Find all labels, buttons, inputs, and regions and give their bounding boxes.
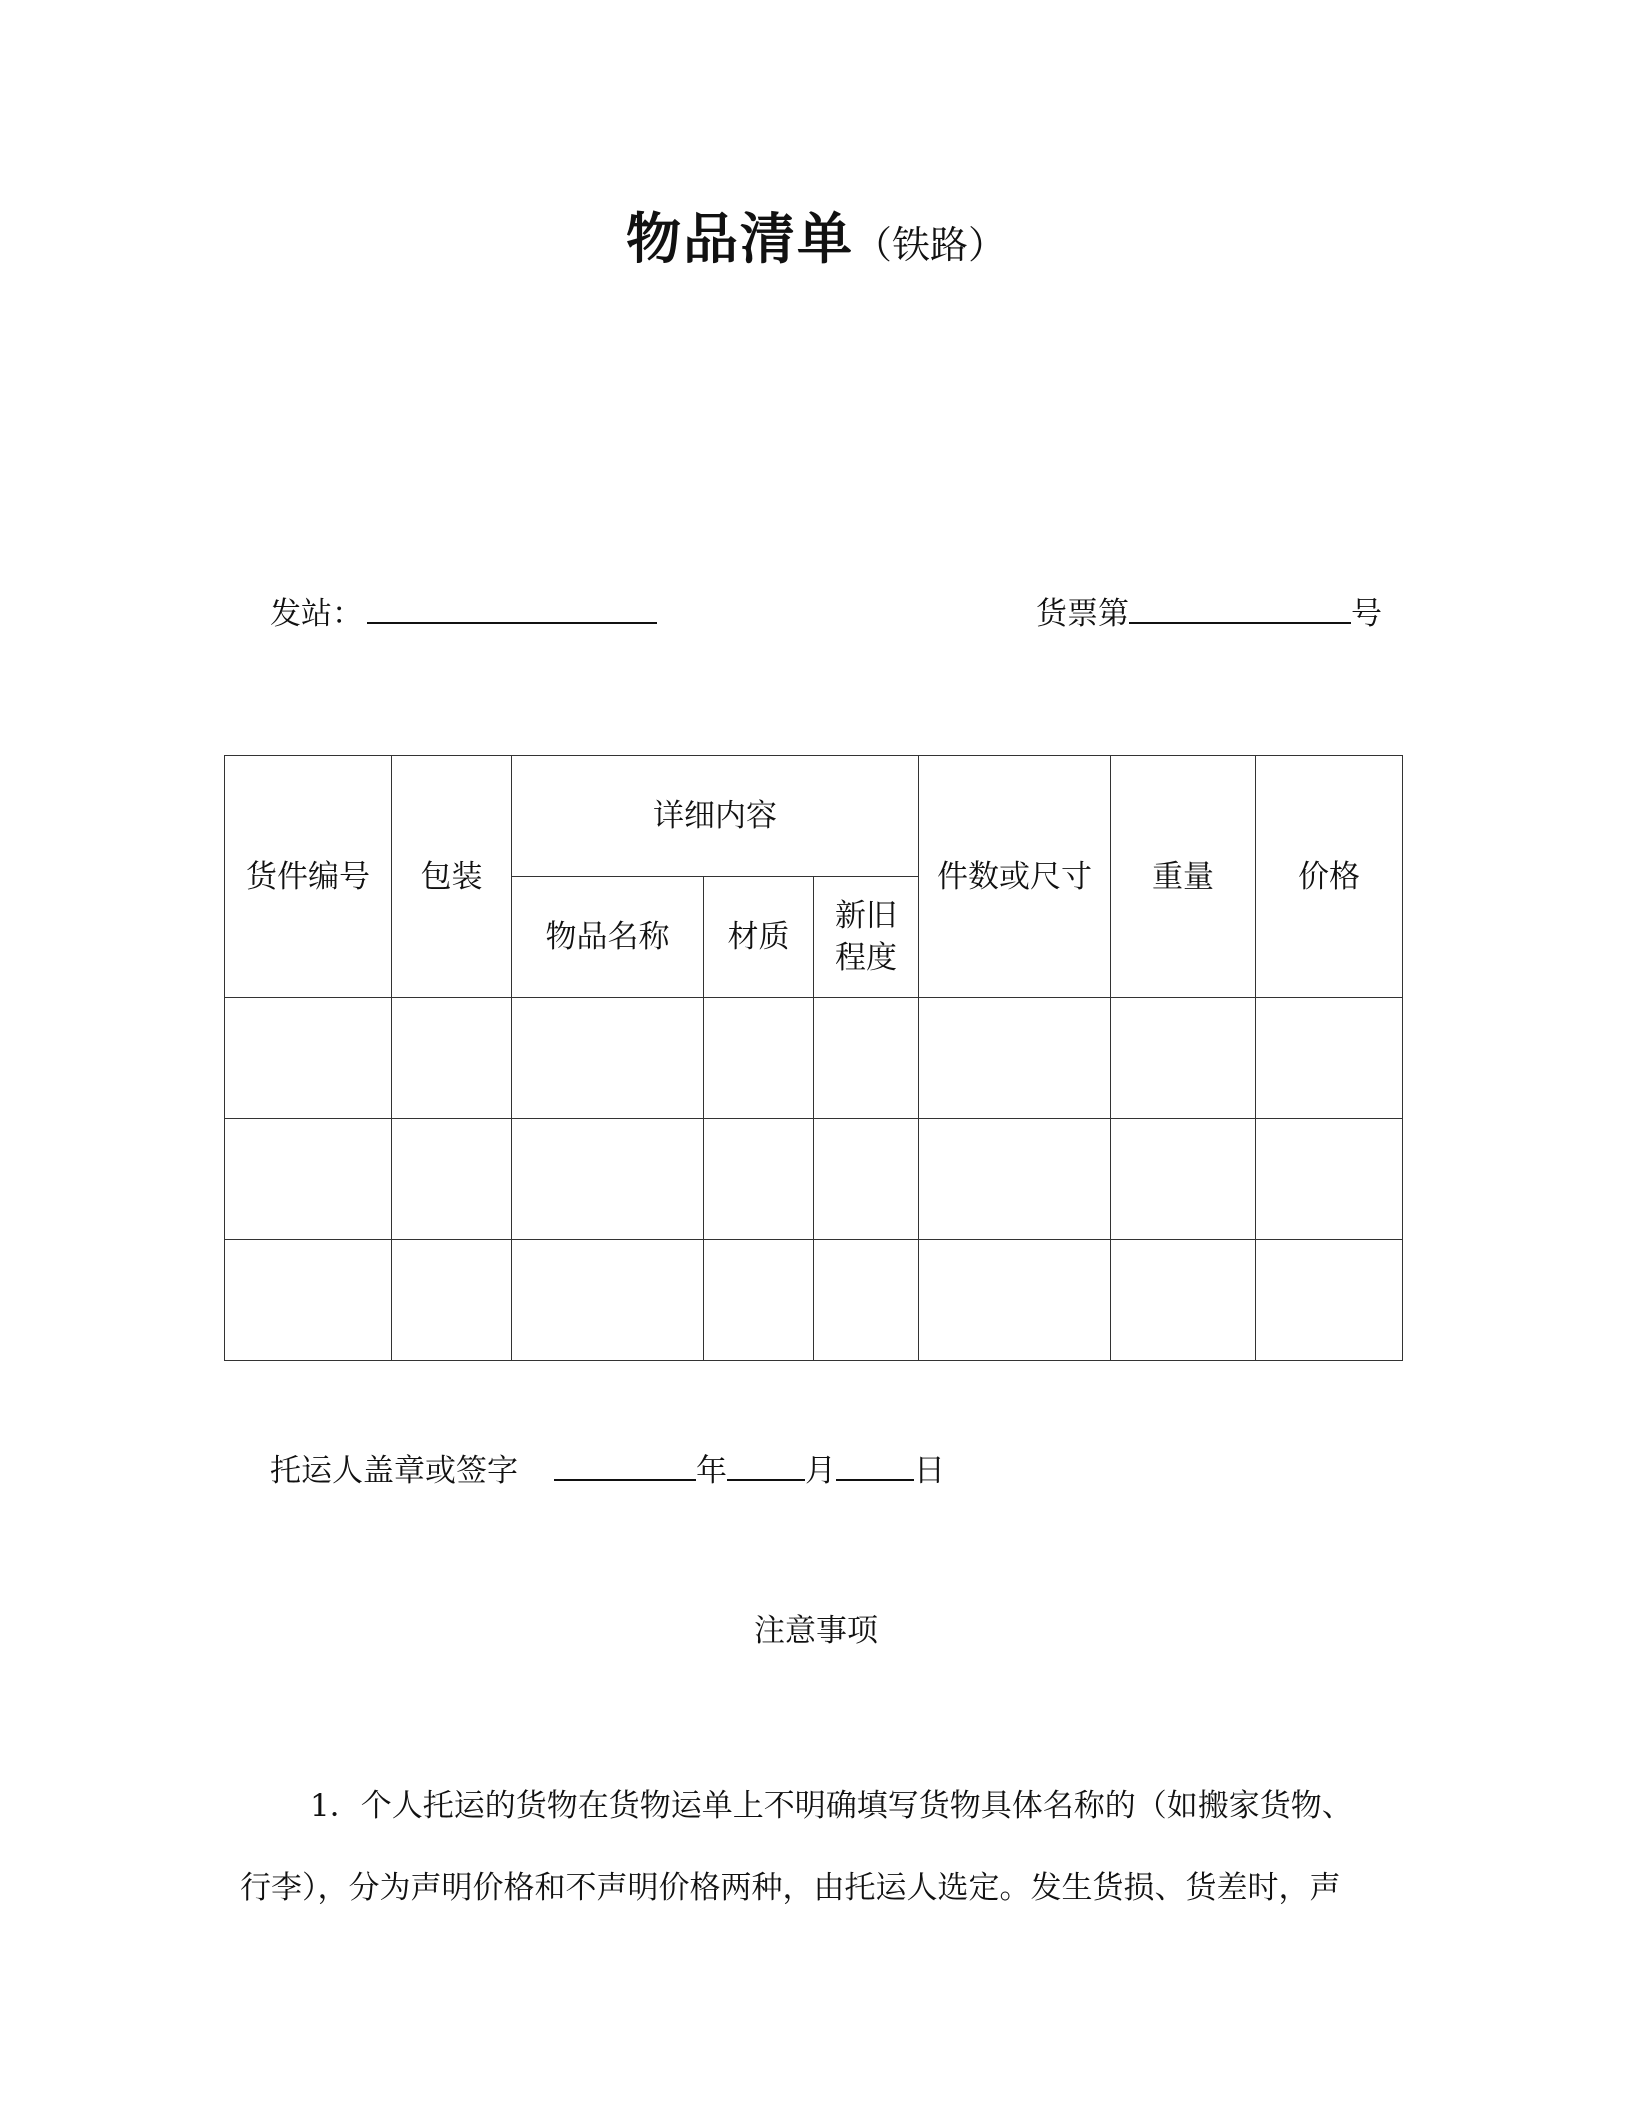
table-cell[interactable] — [1111, 998, 1256, 1119]
signature-label: 托运人盖章或签字 — [270, 1453, 518, 1489]
departure-station-field — [270, 588, 657, 633]
header-item-no: 货件编号 — [225, 756, 392, 998]
waybill-suffix-label: 号 — [1351, 596, 1382, 632]
header-material: 材质 — [704, 877, 814, 998]
items-table — [224, 755, 1403, 1361]
notice-title: 注意事项 — [754, 1613, 878, 1649]
day-input[interactable] — [836, 1449, 914, 1481]
year-label: 年 — [696, 1453, 727, 1489]
table-cell[interactable] — [225, 1240, 392, 1361]
waybill-number-input[interactable] — [1129, 592, 1351, 624]
table-cell[interactable] — [225, 1119, 392, 1240]
month-label: 月 — [805, 1453, 836, 1489]
waybill-prefix-label: 货票第 — [1036, 596, 1129, 632]
table-cell[interactable] — [704, 1119, 814, 1240]
table-cell[interactable] — [919, 1119, 1111, 1240]
title-sub: （铁路） — [854, 223, 1007, 267]
table-cell[interactable] — [392, 1240, 512, 1361]
title-main: 物品清单 — [625, 207, 854, 271]
table-cell[interactable] — [1111, 1240, 1256, 1361]
table-cell[interactable] — [1256, 1119, 1403, 1240]
table-cell[interactable] — [512, 998, 704, 1119]
departure-station-input[interactable] — [367, 592, 657, 624]
header-details: 详细内容 — [512, 756, 919, 877]
notice-paragraph-line1: 1．个人托运的货物在货物运单上不明确填写货物具体名称的（如搬家货物、 — [310, 1788, 1353, 1824]
year-input[interactable] — [554, 1449, 696, 1481]
table-cell[interactable] — [814, 1119, 919, 1240]
header-price: 价格 — [1256, 756, 1403, 998]
document-title — [0, 195, 1632, 274]
table-cell[interactable] — [392, 998, 512, 1119]
departure-station-label: 发站： — [270, 596, 363, 632]
table-cell[interactable] — [1111, 1119, 1256, 1240]
table-row — [225, 1119, 1403, 1240]
header-condition — [814, 877, 919, 998]
table-cell[interactable] — [704, 1240, 814, 1361]
table-cell[interactable] — [1256, 1240, 1403, 1361]
table-cell[interactable] — [919, 998, 1111, 1119]
table-cell[interactable] — [704, 998, 814, 1119]
table-cell[interactable] — [814, 1240, 919, 1361]
month-input[interactable] — [727, 1449, 805, 1481]
table-cell[interactable] — [919, 1240, 1111, 1361]
notice-paragraph-line2: 行李），分为声明价格和不声明价格两种，由托运人选定。发生货损、货差时，声 — [240, 1870, 1341, 1906]
header-condition-line1: 新旧 — [835, 898, 897, 934]
day-label: 日 — [914, 1453, 945, 1489]
header-item-name: 物品名称 — [512, 877, 704, 998]
header-packaging: 包装 — [392, 756, 512, 998]
table-cell[interactable] — [392, 1119, 512, 1240]
waybill-number-field — [1036, 588, 1382, 633]
header-count-size: 件数或尺寸 — [919, 756, 1111, 998]
table-row — [225, 1240, 1403, 1361]
table-cell[interactable] — [1256, 998, 1403, 1119]
header-weight: 重量 — [1111, 756, 1256, 998]
signature-date-row — [270, 1445, 945, 1490]
table-cell[interactable] — [512, 1240, 704, 1361]
header-condition-line2: 程度 — [835, 940, 897, 976]
table-cell[interactable] — [225, 998, 392, 1119]
table-cell[interactable] — [512, 1119, 704, 1240]
table-cell[interactable] — [814, 998, 919, 1119]
table-row — [225, 998, 1403, 1119]
